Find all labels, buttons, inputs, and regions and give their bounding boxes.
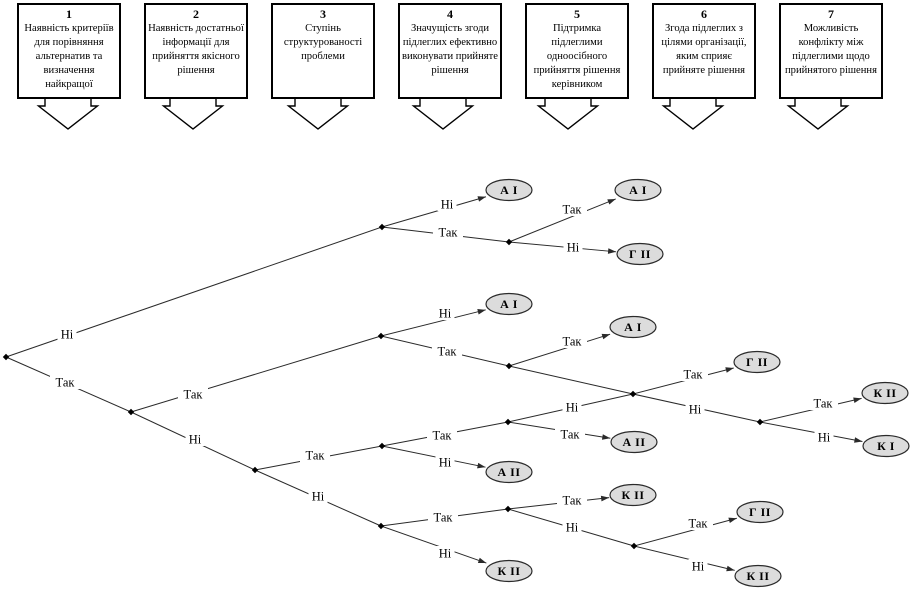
branch-label: Ні: [60, 327, 74, 342]
leaf-label: К I: [877, 439, 895, 453]
question-number: 7: [828, 7, 834, 21]
tree-edge: [382, 197, 486, 227]
branch-label: Ні: [565, 400, 579, 415]
decision-node: [252, 467, 258, 473]
branch-label: Так: [683, 367, 703, 382]
branch-label: Так: [813, 396, 833, 411]
leaf-label: А II: [622, 435, 646, 449]
branch-label: Ні: [565, 520, 579, 535]
leaf-label: Г II: [629, 247, 651, 261]
tree-edge: [509, 366, 633, 394]
question-number: 3: [320, 7, 326, 21]
arrowhead-icon: [477, 196, 485, 201]
question-number: 5: [574, 7, 580, 21]
question-text: Наявність достатньої інформації для прийняття якісного рішення: [148, 23, 244, 76]
tree-edge: [131, 336, 381, 412]
decision-node: [505, 419, 511, 425]
block-arrow-down-icon: [539, 96, 598, 129]
branch-label: Так: [562, 202, 582, 217]
branch-label: Ні: [188, 432, 202, 447]
question-text: Значущість згоди підлеглих ефективно виконувати прийняте рішення: [402, 23, 498, 76]
arrowhead-icon: [725, 367, 733, 372]
question-text: Підтримка підлеглими одноосібного прийняття рішення керівником: [533, 23, 621, 90]
block-arrow-down-icon: [789, 96, 848, 129]
decision-node: [631, 543, 637, 549]
question-text: Можливість конфлікту між підлеглими щодо прийнятого рішення: [785, 23, 877, 76]
question-boxes-row: [17, 3, 883, 99]
branch-label: Ні: [311, 489, 325, 504]
arrowhead-icon: [478, 558, 486, 563]
branch-label: Так: [305, 448, 325, 463]
arrowhead-icon: [607, 199, 615, 205]
leaf-label: К II: [497, 564, 521, 578]
decision-node: [379, 443, 385, 449]
question-box-3: [271, 3, 375, 99]
branch-label: Ні: [438, 455, 452, 470]
decision-node: [506, 239, 512, 245]
decision-node: [378, 523, 384, 529]
question-box-7: [779, 3, 883, 99]
question-number: 2: [193, 7, 199, 21]
branch-label: Так: [562, 493, 582, 508]
arrowhead-icon: [601, 496, 609, 502]
leaf-label: Г II: [746, 355, 768, 369]
question-box-1: [17, 3, 121, 99]
question-box-6: [652, 3, 756, 99]
leaf-label: К II: [873, 386, 897, 400]
leaf-label: К II: [621, 488, 645, 502]
question-number: 6: [701, 7, 707, 21]
leaf-label: А I: [624, 320, 642, 334]
question-box-2: [144, 3, 248, 99]
leaf-label: А I: [500, 297, 518, 311]
decision-node: [379, 224, 385, 230]
branch-label: Так: [55, 375, 75, 390]
branch-label: Ні: [688, 402, 702, 417]
arrowhead-icon: [853, 398, 861, 403]
tree-edge: [634, 546, 735, 570]
branch-label: Ні: [691, 559, 705, 574]
branch-label: Ні: [817, 430, 831, 445]
question-text: Наявність критеріїв для порівняння альтернатив та визначення найкращої: [24, 23, 114, 90]
question-text: Згода підлеглих з цілями організації, яким сприяє прийняте рішення: [661, 23, 747, 76]
branch-label: Ні: [440, 197, 454, 212]
arrowhead-icon: [602, 334, 610, 339]
leaf-label: А I: [500, 183, 518, 197]
branch-label: Ні: [438, 306, 452, 321]
decision-node: [506, 363, 512, 369]
decision-node: [505, 506, 511, 512]
branch-label: Так: [688, 516, 708, 531]
question-number: 4: [447, 7, 453, 21]
block-arrow-down-icon: [39, 96, 98, 129]
decision-node: [3, 354, 9, 360]
branch-label: Так: [433, 510, 453, 525]
branch-label: Ні: [566, 240, 580, 255]
question-number: 1: [66, 7, 72, 21]
decision-node: [378, 333, 384, 339]
decision-node: [757, 419, 763, 425]
question-box-5: [525, 3, 629, 99]
block-arrow-down-icon: [164, 96, 223, 129]
question-box-4: [398, 3, 502, 99]
branch-label: Так: [438, 225, 458, 240]
arrowhead-icon: [726, 566, 734, 571]
branch-label: Так: [437, 344, 457, 359]
branch-label: Так: [560, 427, 580, 442]
arrowhead-icon: [854, 437, 862, 443]
branch-label: Так: [562, 334, 582, 349]
tree-edge: [509, 242, 616, 252]
leaf-label: К II: [746, 569, 770, 583]
tree-edge: [760, 422, 862, 442]
block-arrow-down-icon: [289, 96, 348, 129]
tree-edge: [381, 526, 486, 563]
branch-label: Так: [183, 387, 203, 402]
block-arrow-down-icon: [414, 96, 473, 129]
question-text: Ступінь структурованості проблеми: [283, 23, 363, 62]
branch-label: Так: [432, 428, 452, 443]
leaf-label: А II: [497, 465, 521, 479]
block-arrow-down-icon: [664, 96, 723, 129]
leaf-label: Г II: [749, 505, 771, 519]
decision-node: [630, 391, 636, 397]
tree-edge: [382, 446, 485, 467]
tree-edge: [381, 310, 486, 336]
leaf-label: А I: [629, 183, 647, 197]
arrowhead-icon: [608, 248, 616, 254]
arrowhead-icon: [728, 518, 736, 523]
arrowhead-icon: [602, 434, 610, 440]
branch-label: Ні: [438, 546, 452, 561]
decision-node: [128, 409, 134, 415]
arrowhead-icon: [477, 309, 485, 314]
arrowhead-icon: [477, 463, 485, 468]
